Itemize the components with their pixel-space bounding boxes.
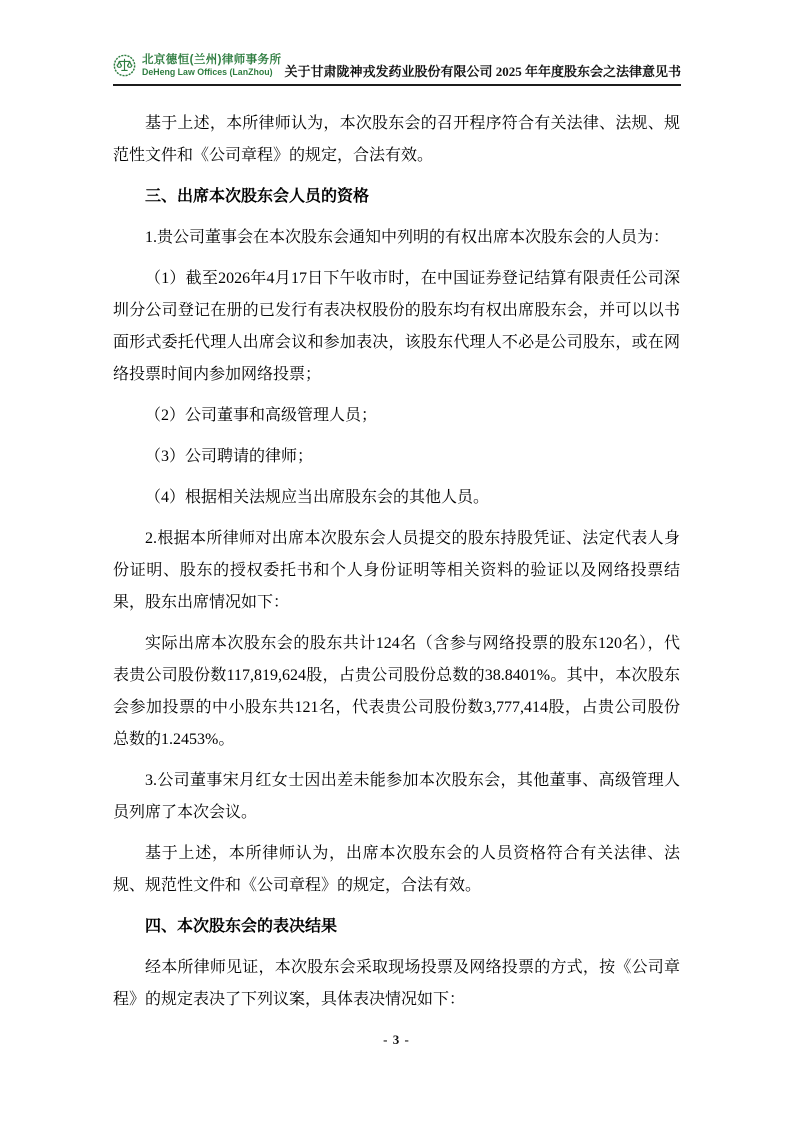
law-firm-logo-block bbox=[113, 54, 281, 84]
section-heading-voting-results: 四、本次股东会的表决结果 bbox=[145, 918, 338, 935]
firm-name-block bbox=[142, 54, 281, 77]
paragraph-item-3-absent-director: 3.公司董事宋月红女士因出差未能参加本次股东会，其他董事、高级管理人员列席了本次会议。 bbox=[113, 772, 680, 821]
paragraph-subitem-4-others: （4）根据相关法规应当出席股东会的其他人员。 bbox=[145, 489, 490, 506]
scales-of-justice-icon bbox=[113, 54, 136, 77]
firm-name-english: DeHeng Law Offices (LanZhou) bbox=[142, 66, 273, 77]
paragraph-item-2-verification: 2.根据本所律师对出席本次股东会人员提交的股东持股凭证、法定代表人身份证明、股东的授权委托书和个人身份证明等相关资料的验证以及网络投票结果，股东出席情况如下： bbox=[113, 530, 680, 611]
page-footer bbox=[0, 1031, 793, 1049]
paragraph-subitem-3-lawyers: （3）公司聘请的律师； bbox=[145, 448, 314, 465]
page-number: - 3 - bbox=[383, 1032, 410, 1047]
document-body bbox=[113, 108, 680, 1016]
paragraph-conclusion-qualification: 基于上述，本所律师认为，出席本次股东会的人员资格符合有关法律、法规、规范性文件和《公司章程》的规定，合法有效。 bbox=[113, 845, 680, 894]
paragraph-subitem-2-directors: （2）公司董事和高级管理人员； bbox=[145, 407, 378, 424]
document-header-title: 关于甘肃陇神戎发药业股份有限公司 2025 年年度股东会之法律意见书 bbox=[284, 64, 681, 79]
paragraph-conclusion-convening: 基于上述，本所律师认为，本次股东会的召开程序符合有关法律、法规、规范性文件和《公司章程》的规定，合法有效。 bbox=[113, 115, 680, 164]
firm-name-chinese: 北京德恒(兰州)律师事务所 bbox=[142, 53, 282, 66]
document-header bbox=[113, 0, 681, 86]
paragraph-attendance-statistics: 实际出席本次股东会的股东共计124名（含参与网络投票的股东120名），代表贵公司股份数117,819,624股，占贵公司股份总数的38.8401%。其中，本次股东会参加投票的中小股东共121名，代表贵公司股份数3,777,414股，占贵公司股份总数的1.2453%。 bbox=[113, 635, 680, 748]
paragraph-voting-method: 经本所律师见证，本次股东会采取现场投票及网络投票的方式，按《公司章程》的规定表决了下列议案，具体表决情况如下： bbox=[113, 959, 680, 1008]
section-heading-attendee-qualification: 三、出席本次股东会人员的资格 bbox=[145, 188, 370, 205]
paragraph-item-1-intro: 1.贵公司董事会在本次股东会通知中列明的有权出席本次股东会的人员为： bbox=[145, 229, 670, 246]
paragraph-subitem-1-record-date: （1）截至2026年4月17日下午收市时，在中国证券登记结算有限责任公司深圳分公司登记在册的已发行有表决权股份的股东均有权出席股东会，并可以以书面形式委托代理人出席会议和参加表决，该股东代理人不必是公司股东，或在网络投票时间内参加网络投票； bbox=[113, 270, 680, 383]
